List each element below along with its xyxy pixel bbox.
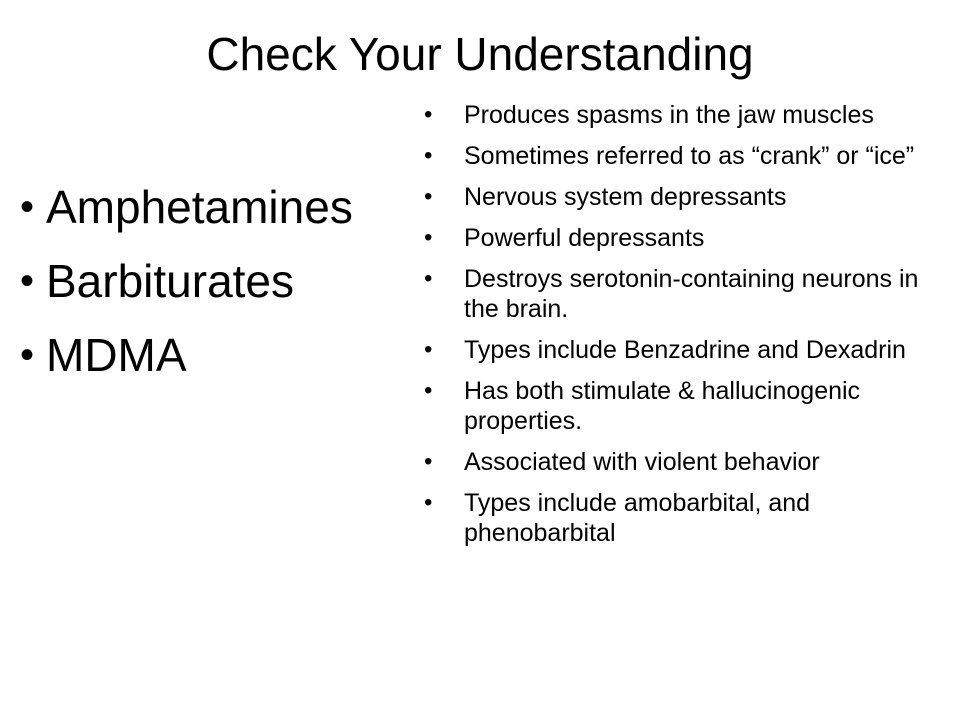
description-text: Destroys serotonin-containing neurons in the brain. [464,265,919,323]
bullet-icon: • [20,185,35,229]
description-item [424,100,944,130]
bullet-icon: • [424,336,433,363]
description-text: Has both stimulate & hallucinogenic properties. [464,377,861,435]
term-item [20,318,420,392]
bullet-icon: • [424,224,433,251]
description-item [424,447,944,477]
description-text: Produces spasms in the jaw muscles [464,101,874,129]
bullet-icon: • [424,489,433,516]
bullet-icon: • [20,259,35,303]
term-item [20,170,420,244]
bullet-icon: • [20,333,35,377]
bullet-icon: • [424,377,433,404]
description-item [424,182,944,212]
description-item [424,141,944,171]
bullet-icon: • [424,448,433,475]
term-label: MDMA [46,329,187,381]
term-label: Amphetamines [46,181,353,233]
terms-list [20,170,420,392]
bullet-icon: • [424,265,433,292]
description-item [424,264,944,324]
description-text: Associated with violent behavior [464,448,820,476]
term-item [20,244,420,318]
description-item [424,376,944,436]
description-text: Types include amobarbital, and phenobarbital [464,489,811,547]
description-item [424,335,944,365]
bullet-icon: • [424,101,433,128]
descriptions-list [424,100,944,559]
bullet-icon: • [424,183,433,210]
slide-title: Check Your Understanding [206,28,754,80]
description-text: Powerful depressants [464,224,705,252]
term-label: Barbiturates [46,255,295,307]
description-item [424,223,944,253]
description-text: Nervous system depressants [464,183,787,211]
description-text: Sometimes referred to as “crank” or “ice” [464,142,915,170]
bullet-icon: • [424,142,433,169]
description-text: Types include Benzadrine and Dexadrin [464,336,906,364]
description-item [424,488,944,548]
